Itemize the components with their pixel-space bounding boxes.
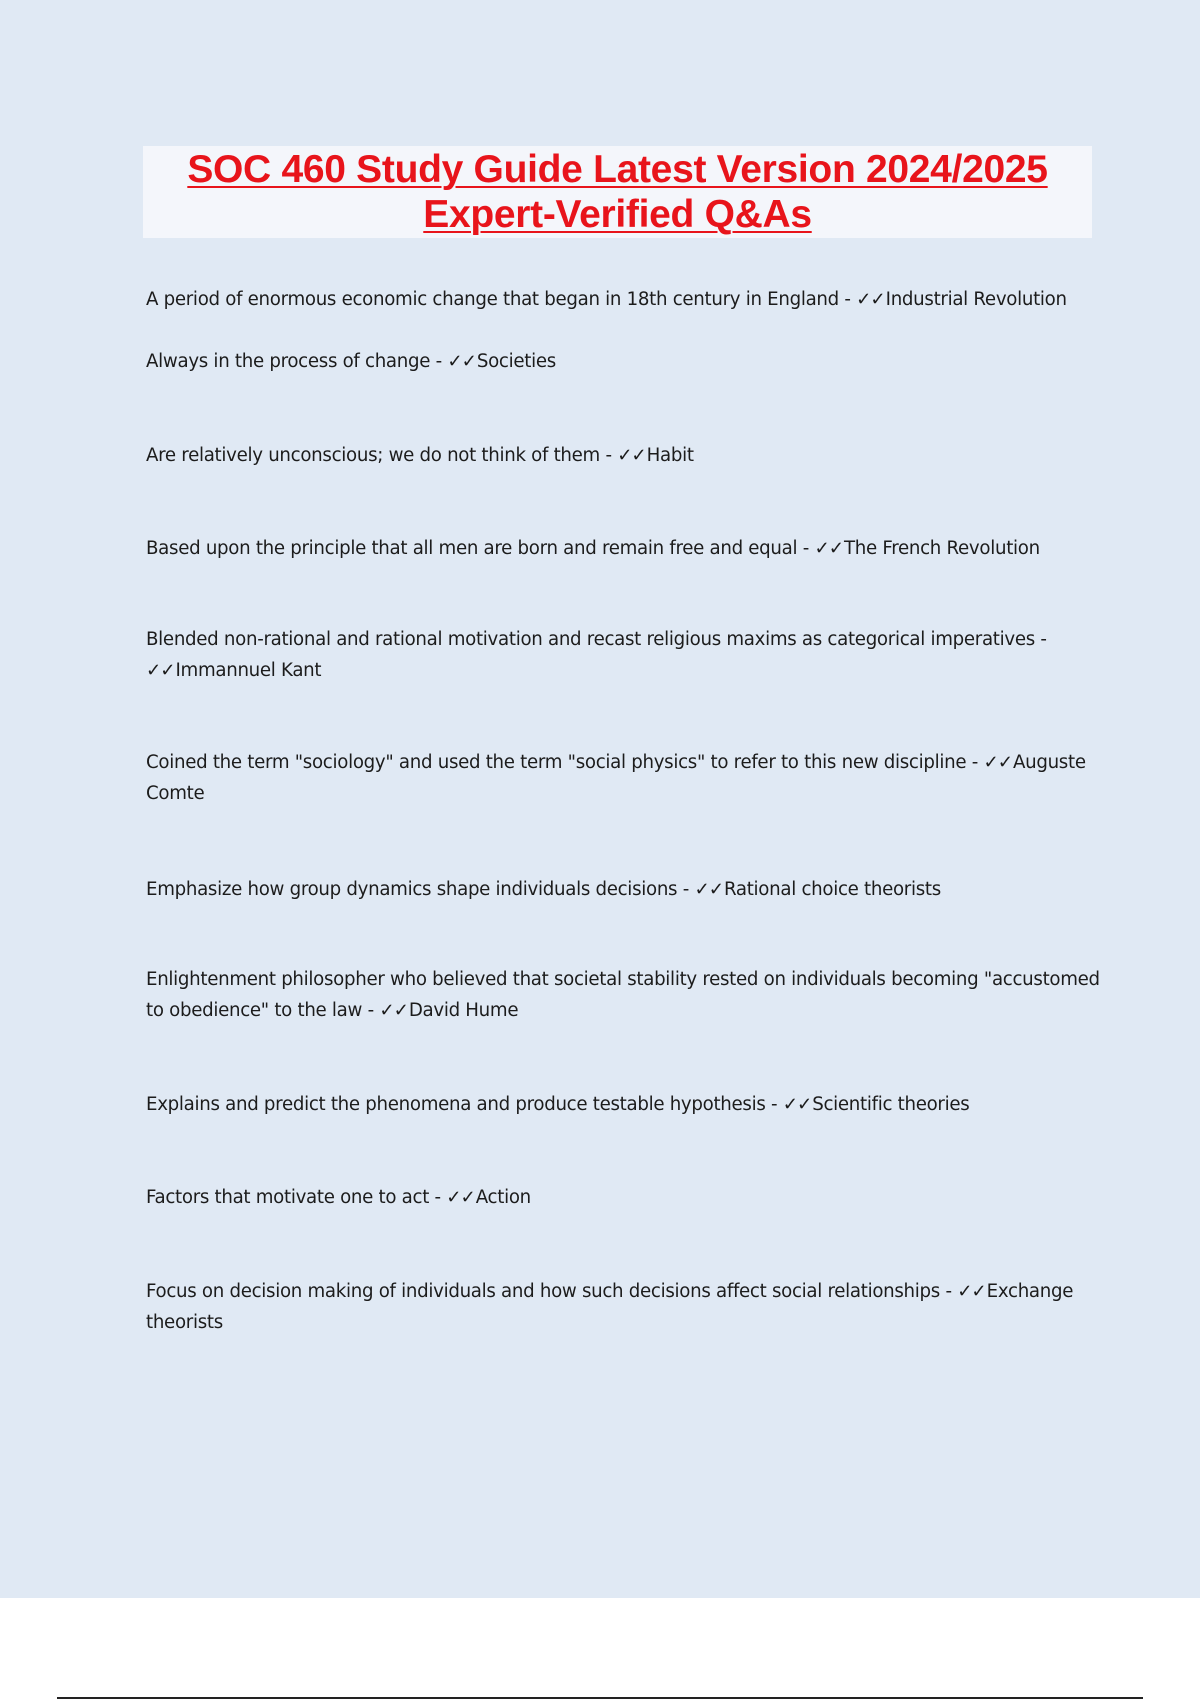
qa-item xyxy=(146,874,1106,964)
qa-item xyxy=(146,346,1106,440)
qa-item xyxy=(146,747,1106,874)
answer-text: David Hume xyxy=(408,1000,519,1021)
check-mark-icon: ✓✓ xyxy=(957,1281,986,1302)
check-mark-icon: ✓✓ xyxy=(146,660,175,681)
title-line-2: Expert-Verified Q&As xyxy=(423,193,812,236)
check-mark-icon: ✓✓ xyxy=(617,445,646,466)
question-text: Are relatively unconscious; we do not think of them - xyxy=(146,445,618,466)
answer-text: Industrial Revolution xyxy=(885,289,1067,310)
question-text: Coined the term "sociology" and used the term "social physics" to refer to this new discipline - xyxy=(146,752,984,773)
question-text: Enlightenment philosopher who believed that societal stability rested on individuals becoming "accustomed to obedience" to the law - xyxy=(146,969,1100,1021)
check-mark-icon: ✓✓ xyxy=(782,1094,812,1115)
title-line-1: SOC 460 Study Guide Latest Version 2024/2025 xyxy=(187,148,1048,191)
check-mark-icon: ✓✓ xyxy=(447,351,476,372)
answer-text: Scientific theories xyxy=(812,1094,970,1115)
answer-text: Habit xyxy=(646,445,694,466)
answer-text: Immannuel Kant xyxy=(175,660,322,681)
answer-text: Exchange theorists xyxy=(146,1281,1074,1333)
answer-text: Auguste Comte xyxy=(146,752,1086,804)
question-text: A period of enormous economic change that began in 18th century in England - xyxy=(146,289,857,310)
footer-divider xyxy=(57,1697,1143,1699)
check-mark-icon: ✓✓ xyxy=(983,752,1012,773)
answer-text: Rational choice theorists xyxy=(723,879,941,900)
question-text: Blended non-rational and rational motivation and recast religious maxims as categorical imperatives - xyxy=(146,629,1047,650)
question-text: Emphasize how group dynamics shape individuals decisions - xyxy=(146,879,695,900)
qa-item xyxy=(146,964,1106,1089)
qa-item xyxy=(146,1089,1106,1182)
question-text: Explains and predict the phenomena and produce testable hypothesis - xyxy=(146,1094,783,1115)
qa-item xyxy=(146,1182,1106,1276)
check-mark-icon: ✓✓ xyxy=(694,879,723,900)
check-mark-icon: ✓✓ xyxy=(446,1187,475,1208)
question-text: Always in the process of change - xyxy=(146,351,448,372)
qa-item xyxy=(146,533,1106,624)
qa-item xyxy=(146,440,1106,533)
title-banner xyxy=(143,146,1092,238)
check-mark-icon: ✓✓ xyxy=(856,289,885,310)
qa-item xyxy=(146,1276,1106,1338)
check-mark-icon: ✓✓ xyxy=(814,538,843,559)
answer-text: Societies xyxy=(476,351,556,372)
qa-item xyxy=(146,284,1106,346)
question-text: Based upon the principle that all men are born and remain free and equal - xyxy=(146,538,815,559)
question-text: Factors that motivate one to act - xyxy=(146,1187,447,1208)
question-text: Focus on decision making of individuals and how such decisions affect social relationships - xyxy=(146,1281,958,1302)
qa-list xyxy=(146,284,1106,1338)
check-mark-icon: ✓✓ xyxy=(379,1000,408,1021)
answer-text: The French Revolution xyxy=(843,538,1040,559)
document-title xyxy=(143,146,1092,237)
qa-item xyxy=(146,624,1106,747)
answer-text: Action xyxy=(475,1187,531,1208)
